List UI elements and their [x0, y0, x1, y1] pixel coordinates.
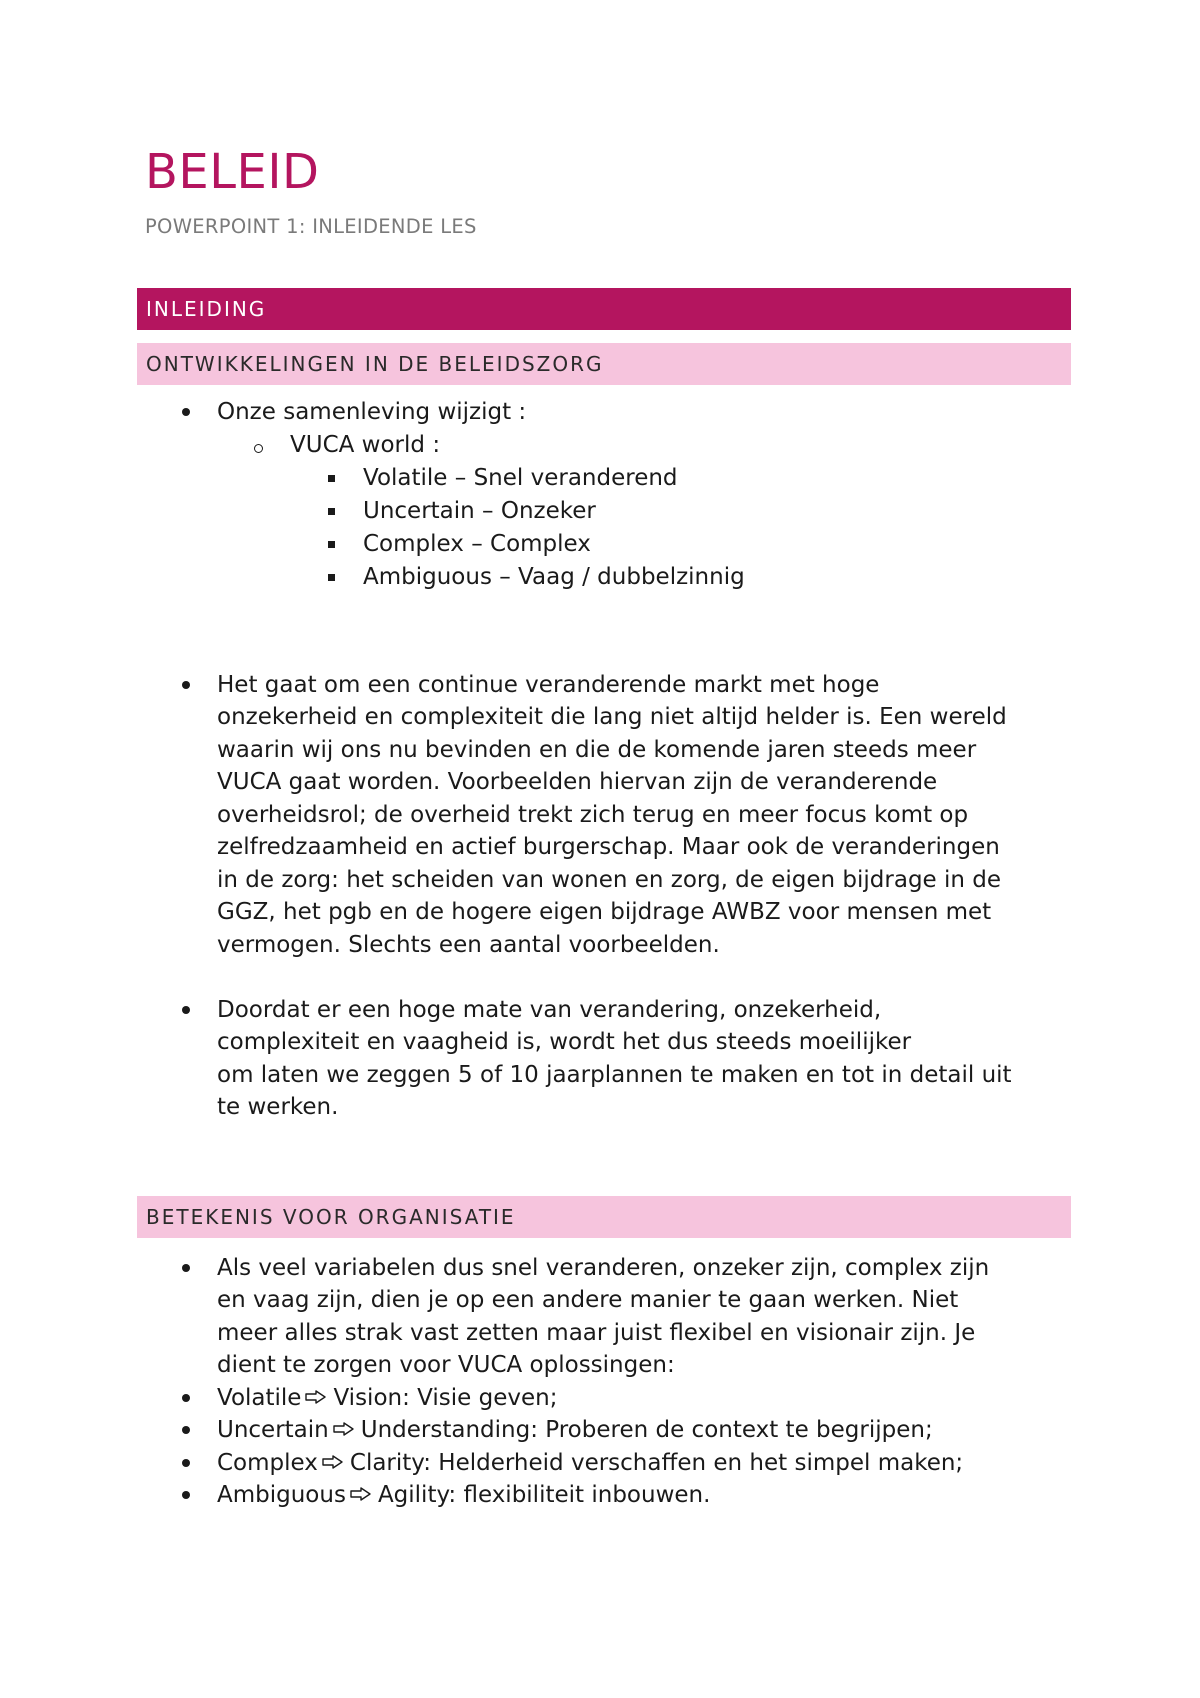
document-subtitle: POWERPOINT 1: INLEIDENDE LES	[145, 215, 477, 238]
vuca-item: Volatile – Snel veranderend	[363, 465, 678, 491]
solution-text: Vision: Visie geven;	[333, 1385, 558, 1411]
paragraph-line: dient te zorgen voor VUCA oplossingen:	[217, 1352, 675, 1378]
paragraph-line: complexiteit en vaagheid is, wordt het dus steeds moeilijker	[217, 1029, 912, 1055]
bullet-icon	[182, 1264, 190, 1272]
vuca-item: Ambiguous – Vaag / dubbelzinnig	[363, 564, 745, 590]
paragraph-line: Als veel variabelen dus snel veranderen, onzeker zijn, complex zijn	[217, 1255, 990, 1281]
bullet-icon	[182, 1491, 190, 1499]
solution-item	[217, 1414, 933, 1447]
document-title: BELEID	[145, 144, 320, 200]
paragraph-line: Doordat er een hoge mate van verandering, onzekerheid,	[217, 997, 882, 1023]
paragraph-line: onzekerheid en complexiteit die lang niet altijd helder is. Een wereld	[217, 704, 1007, 730]
solution-item	[217, 1447, 963, 1480]
solution-term: Uncertain	[217, 1417, 329, 1443]
paragraph-line: GGZ, het pgb en de hogere eigen bijdrage AWBZ voor mensen met	[217, 899, 992, 925]
solution-text: Agility: flexibiliteit inbouwen.	[377, 1482, 711, 1508]
solution-text: Understanding: Proberen de context te begrijpen;	[360, 1417, 933, 1443]
arrow-right-icon	[333, 1422, 355, 1436]
paragraph-line: zelfredzaamheid en actief burgerschap. Maar ook de veranderingen	[217, 834, 1000, 860]
solution-text: Clarity: Helderheid verschaffen en het simpel maken;	[349, 1450, 964, 1476]
paragraph-line: meer alles strak vast zetten maar juist flexibel en visionair zijn. Je	[217, 1320, 976, 1346]
solution-item	[217, 1479, 710, 1512]
paragraph-line: te werken.	[217, 1094, 339, 1120]
paragraph-line: waarin wij ons nu bevinden en die de komende jaren steeds meer	[217, 737, 977, 763]
vuca-item: Complex – Complex	[363, 531, 591, 557]
bullet-icon	[182, 1459, 190, 1467]
arrow-right-icon	[322, 1455, 344, 1469]
bullet-icon	[182, 681, 190, 689]
heading-betekenis: BETEKENIS VOOR ORGANISATIE	[137, 1196, 1071, 1238]
bullet-icon	[182, 1394, 190, 1402]
bullet-square-icon	[328, 574, 335, 581]
list-subitem: VUCA world :	[290, 432, 441, 458]
paragraph-line: om laten we zeggen 5 of 10 jaarplannen te maken en tot in detail uit	[217, 1062, 1012, 1088]
bullet-circle-icon	[254, 444, 263, 453]
paragraph-line: overheidsrol; de overheid trekt zich terug en meer focus komt op	[217, 802, 969, 828]
paragraph-line: Het gaat om een continue veranderende markt met hoge	[217, 672, 880, 698]
solution-item	[217, 1382, 557, 1415]
paragraph-line: VUCA gaat worden. Voorbeelden hiervan zijn de veranderende	[217, 769, 938, 795]
bullet-square-icon	[328, 475, 335, 482]
solution-term: Volatile	[217, 1385, 302, 1411]
heading-inleiding: INLEIDING	[137, 288, 1071, 330]
paragraph-line: en vaag zijn, dien je op een andere manier te gaan werken. Niet	[217, 1287, 959, 1313]
solution-term: Ambiguous	[217, 1482, 346, 1508]
bullet-icon	[182, 1006, 190, 1014]
paragraph-line: in de zorg: het scheiden van wonen en zorg, de eigen bijdrage in de	[217, 867, 1002, 893]
heading-ontwikkelingen: ONTWIKKELINGEN IN DE BELEIDSZORG	[137, 343, 1071, 385]
bullet-square-icon	[328, 541, 335, 548]
arrow-right-icon	[305, 1390, 327, 1404]
bullet-square-icon	[328, 508, 335, 515]
bullet-icon	[182, 1426, 190, 1434]
vuca-item: Uncertain – Onzeker	[363, 498, 596, 524]
paragraph-line: vermogen. Slechts een aantal voorbeelden.	[217, 932, 720, 958]
bullet-icon	[182, 408, 190, 416]
list-item: Onze samenleving wijzigt :	[217, 399, 527, 425]
solution-term: Complex	[217, 1450, 318, 1476]
arrow-right-icon	[350, 1487, 372, 1501]
